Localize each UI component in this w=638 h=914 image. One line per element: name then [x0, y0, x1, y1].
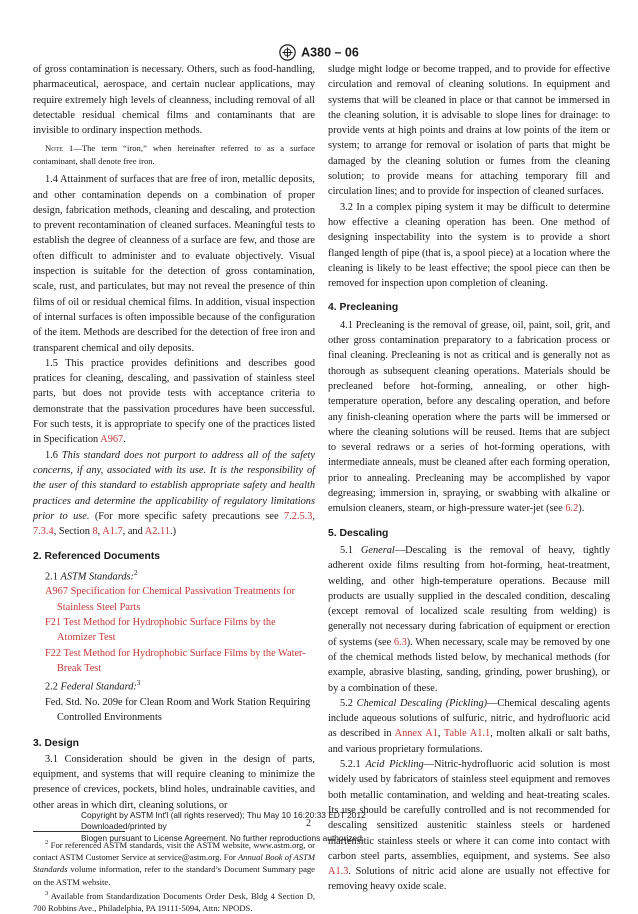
page-header: [0, 44, 638, 61]
link-a1-7[interactable]: A1.7: [102, 526, 123, 538]
reference-a967: [33, 584, 315, 615]
section-2-2: 2.2 Federal Standard:$^3$: [45, 679, 141, 693]
link-6-2[interactable]: 6.2: [565, 503, 579, 515]
link-section-8[interactable]: 8: [92, 526, 98, 538]
link-a967-spec[interactable]: A967 Specification for Chemical Passivation Treatments for Stainless Steel Parts: [45, 586, 295, 613]
paragraph-continued: of gross contamination is necessary. Others, such as food-handling, pharmaceutical, aerospace, and certain nuclear applications, may require extremely high levels of cleanness, including removal of all detectable residual chemical films and contaminants that are invisible to ordinary inspection methods.: [33, 64, 315, 137]
heading-precleaning: 4. Precleaning: [328, 302, 399, 314]
section-5-2: 5.2 Chemical Descaling (Pickling)—Chemical descaling agents include aqueous solutions of sulfuric, nitric, and hydrofluoric acid as described in Annex A1, Table A1.1, molten alkali or salt baths, and various proprietary formulations.: [328, 697, 611, 755]
link-a1-3[interactable]: A1.3: [328, 866, 349, 878]
section-3-2: 3.2 In a complex piping system it may be difficult to determine how effective a cleaning operation has been. One method of designing inspectability into the system is to provide a short flanged length of pipe (that is, a spool piece) at a location where the cleaning is likely to be least effective; the spool piece can then be removed for inspection upon completion of cleaning.: [328, 201, 610, 290]
copyright-line: Copyright by ASTM Int'l (all rights reserved); Thu May 10 16:20:33 EDT 2012: [81, 810, 366, 820]
link-6-3[interactable]: 6.3: [393, 636, 407, 648]
link-a2-11[interactable]: A2.11: [144, 526, 170, 538]
link-f21[interactable]: F21 Test Method for Hydrophobic Surface Films by the Atomizer Test: [45, 617, 276, 644]
heading-referenced-documents: 2. Referenced Documents: [33, 551, 161, 563]
section-3-1: 3.1 Consideration should be given in the design of parts, equipment, and systems that will require cleaning to minimize the presence of crevices, pockets, blind holes, undrainable cavities, and other areas in which dirt, cleaning solutions, or: [33, 753, 315, 811]
footnote-2: $^2$ For referenced ASTM standards, visit the ASTM website, www.astm.org, or contact ASTM Customer Service at service@astm.org. For Annual Book of ASTM Standards volume information, refer to the standard’s Document Summary page on the ASTM website.: [33, 839, 315, 887]
left-column: [33, 62, 315, 914]
right-column: [328, 62, 610, 895]
section-1-4: 1.4 Attainment of surfaces that are free of iron, metallic deposits, and other contamination depends on a combination of proper design, fabrication methods, cleaning and descaling, and protection to prevent recontamination of cleaned surfaces. Meaningful tests to establish the degree of cleanness of a surface are few, and those are often difficult to administer and to evaluate objectively. Visual inspection is suitable for the detection of gross contamination, scale, rust, and particulates, but may not reveal the presence of thin films of oil or residual chemical films. In addition, visual inspection of internal surfaces is often impossible because of the configuration of the item. Methods are described for the detection of free iron and transparent chemical and oily deposits.: [33, 174, 315, 354]
reference-f21: [33, 615, 315, 646]
reference-f22: [33, 646, 315, 677]
license-line: Biogen pursuant to License Agreement. No further reproductions authorized.: [81, 832, 365, 843]
heading-descaling: 5. Descaling: [328, 527, 389, 539]
standard-designation: A380 – 06: [301, 45, 359, 60]
section-4-1: 4.1 Precleaning is the removal of grease, oil, paint, soil, grit, and other gross contamination preparatory to a fabrication process or final cleaning. Precleaning is not as critical and is generally not as thorough as subsequent cleaning operations. Materials should be precleaned before hot-forming, annealing, or other high-temperature operation, before any descaling operation, and before any finish-cleaning operation where the parts will be immersed or where the cleaning solutions will be reused. Items that are subject to several redraws or a series of hot-forming operations, with intermediate anneals, must be cleaned after each forming operation, prior to annealing. Precleaning may be accomplished by vapor degreasing; immersion in, spraying, or swabbing with alkaline or emulsion cleaners, steam, or high-pressure water-jet (see 6.2).: [328, 319, 610, 515]
link-7-3-4[interactable]: 7.3.4: [33, 526, 54, 538]
note-label: Note: [45, 143, 63, 154]
section-1-5: 1.5 This practice provides definitions and describes good pratices for cleaning, descaling, and passivation of stainless steel parts, but does not provide tests with acceptance criteria to demonstrate that the passivation procedures have been successful. For such tests, it is appropriate to specify one of the practices listed in Specification A967.: [33, 357, 315, 446]
heading-design: 3. Design: [33, 737, 79, 749]
safety-statement: This standard does not purport to address all of the safety concerns, if any, associated with its use. It is the responsibility of the user of this standard to establish appropriate safety and health practices and determine the applicability of regulatory limitations prior to use.: [33, 449, 316, 522]
link-7-2-5-3[interactable]: 7.2.5.3: [283, 510, 313, 522]
link-f22[interactable]: F22 Test Method for Hydrophobic Surface Films by the Water-Break Test: [45, 647, 306, 674]
download-line: Downloaded/printed by: [81, 821, 167, 832]
section-3-1-continued: sludge might lodge or become trapped, and to provide for effective circulation and removal of cleaning solutions. In equipment and systems that will be cleaned in place or that cannot be immersed in the cleaning solution, it is advisable to slope lines for drainage: to provide vents at high points and drains at low points of the item or system; to arrange for removal or isolation of parts that might be damaged by the cleaning solution or fumes from the cleaning solution; to provide means for attaching temporary fill and circulation lines; and to provide for inspection of cleaned surfaces.: [328, 64, 610, 198]
link-a967[interactable]: A967: [100, 434, 124, 446]
astm-logo-icon: [279, 44, 296, 61]
footnote-3: $^3$ Available from Standardization Documents Order Desk, Bldg 4 Section D, 700 Robbins Ave., Philadelphia, PA 19111-5094, Attn: NPODS.: [33, 889, 315, 913]
page-number: 2: [306, 818, 311, 829]
section-2-1: 2.1 ASTM Standards:$^2$: [45, 568, 138, 583]
link-table-a1-1[interactable]: Table A1.1: [443, 728, 491, 740]
note-text: 1—The term “iron,” when hereinafter referred to as a surface contaminant, shall denote free iron.: [33, 143, 315, 166]
link-annex-a1[interactable]: Annex A1: [394, 728, 438, 740]
section-5-2-1: 5.2.1 Acid Pickling—Nitric-hydrofluoric acid solution is most widely used by fabricators of stainless steel equipment and removes both metallic contamination, and welding and heat-treating scales. Its use should be carefully controlled and is not recommended for descaling sensitized austenitic stainless steels or hardened martensitic stainless steels or where it can come into contact with carbon steel parts, assemblies, equipment, and systems. See also A1.3. Solutions of nitric acid alone are usually not effective for removing heavy oxide scale.: [328, 759, 610, 893]
copyright-footer: [81, 810, 366, 844]
section-5-1: 5.1 General—Descaling is the removal of heavy, tightly adherent oxide films resulting from hot-forming, heat-treatment, welding, and other high-temperature operations. Because mill products are usually supplied in the descaled condition, descaling (except removal of localized scale resulting from welding) is generally not necessary during fabrication of equipment or erection of systems (see 6.3). When necessary, scale may be removed by one of the chemical methods listed below, by mechanical methods (for example, abrasive blasting, sanding, grinding, power brushing), or by a combination of these.: [328, 544, 611, 694]
note-1: [33, 142, 315, 167]
reference-fed-std-209e: Fed. Std. No. 209e for Clean Room and Work Station Requiring Controlled Environments: [45, 696, 311, 724]
section-1-6: 1.6 This standard does not purport to address all of the safety concerns, if any, associated with its use. It is the responsibility of the user of this standard to establish appropriate safety and health practices and determine the applicability of regulatory limitations prior to use. (For more specific safety precautions see 7.2.5.3, 7.3.4, Section 8, A1.7, and A2.11.): [33, 449, 316, 538]
